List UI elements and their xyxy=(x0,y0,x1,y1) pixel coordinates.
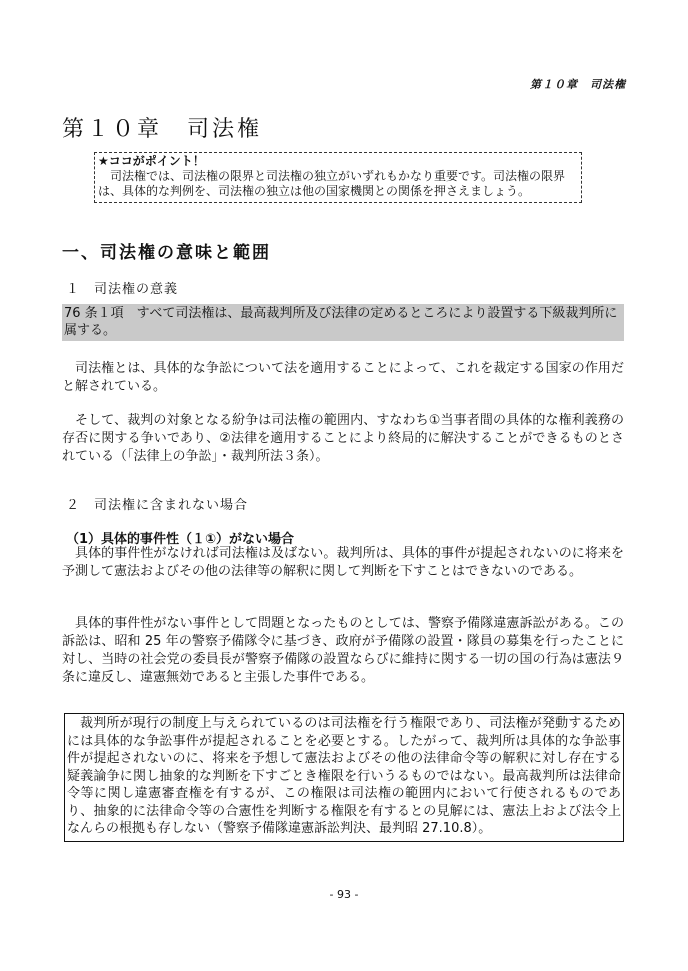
subsection-heading-1: １ 司法権の意義 xyxy=(66,282,179,297)
section-heading: 一、司法権の意味と範囲 xyxy=(62,243,271,263)
paragraph-dispute-scope: そして、裁判の対象となる紛争は司法権の範囲内、すなわち①当事者間の具体的な権利義務の存否に関する争いであり、②法律を適用することにより終局的に解決することができるものとされている（「法律上の争訟」・裁判所法３条）。 xyxy=(62,413,624,464)
chapter-title: 第１０章 司法権 xyxy=(62,117,263,142)
paragraph-concrete-case: 具体的事件性がなければ司法権は及ばない。裁判所は、具体的事件が提起されないのに将来を予測して憲法およびその他の法律等の解釈に関して判断を下すことはできないのである。 xyxy=(62,546,624,579)
ruling-quote-box: 裁判所が現行の制度上与えられているのは司法権を行う権限であり、司法権が発動するためには具体的な争訟事件が提起されることを必要とする。したがって、裁判所は具体的な争訟事件が提起されないのに、将来を予想して憲法およびその他の法律命令等の解釈に対し存在する疑義論争に関し抽象的な判断を下すごとき権限を行いうるものではない。最高裁判所は法律命令等に関し違憲審査権を有するが、この権限は司法権の範囲内において行使されるものであり、抽象的に法律命令等の合憲性を判断する権限を有するとの見解には、憲法上および法令上なんらの根拠も存しない（警察予備隊違憲訴訟判決、最判昭 27.10.8）。 xyxy=(64,713,624,842)
paragraph-definition: 司法権とは、具体的な争訟について法を適用することによって、これを裁定する国家の作用だと解されている。 xyxy=(62,361,624,394)
paragraph-police-reserve-case: 具体的事件性がない事件として問題となったものとしては、警察予備隊違憲訴訟がある。この訴訟は、昭和 25 年の警察予備隊令に基づき、政府が予備隊の設置・隊員の募集を行ったことに対し、当時の社会党の委員長が警察予備隊の設置ならびに維持に関する一切の国の行為は憲法９条に違反し、違憲無効であると主張した事件である。 xyxy=(62,616,624,685)
subsection-heading-2: ２ 司法権に含まれない場合 xyxy=(66,498,249,513)
key-point-box xyxy=(94,152,582,203)
running-header: 第１０章 司法権 xyxy=(530,78,626,91)
page-number: - 93 - xyxy=(329,888,359,901)
case-heading: （1）具体的事件性（１①）がない場合 xyxy=(66,532,295,547)
article-quote: 76 条１項 すべて司法権は、最高裁判所及び法律の定めるところにより設置する下級裁判所に属する。 xyxy=(62,304,624,341)
key-point-text: 司法権では、司法権の限界と司法権の独立がいずれもかなり重要です。司法権の限界は、具体的な判例を、司法権の独立は他の国家機関との関係を押さえましょう。 xyxy=(98,169,566,198)
key-point-title: ★ココがポイント！ xyxy=(98,154,205,168)
